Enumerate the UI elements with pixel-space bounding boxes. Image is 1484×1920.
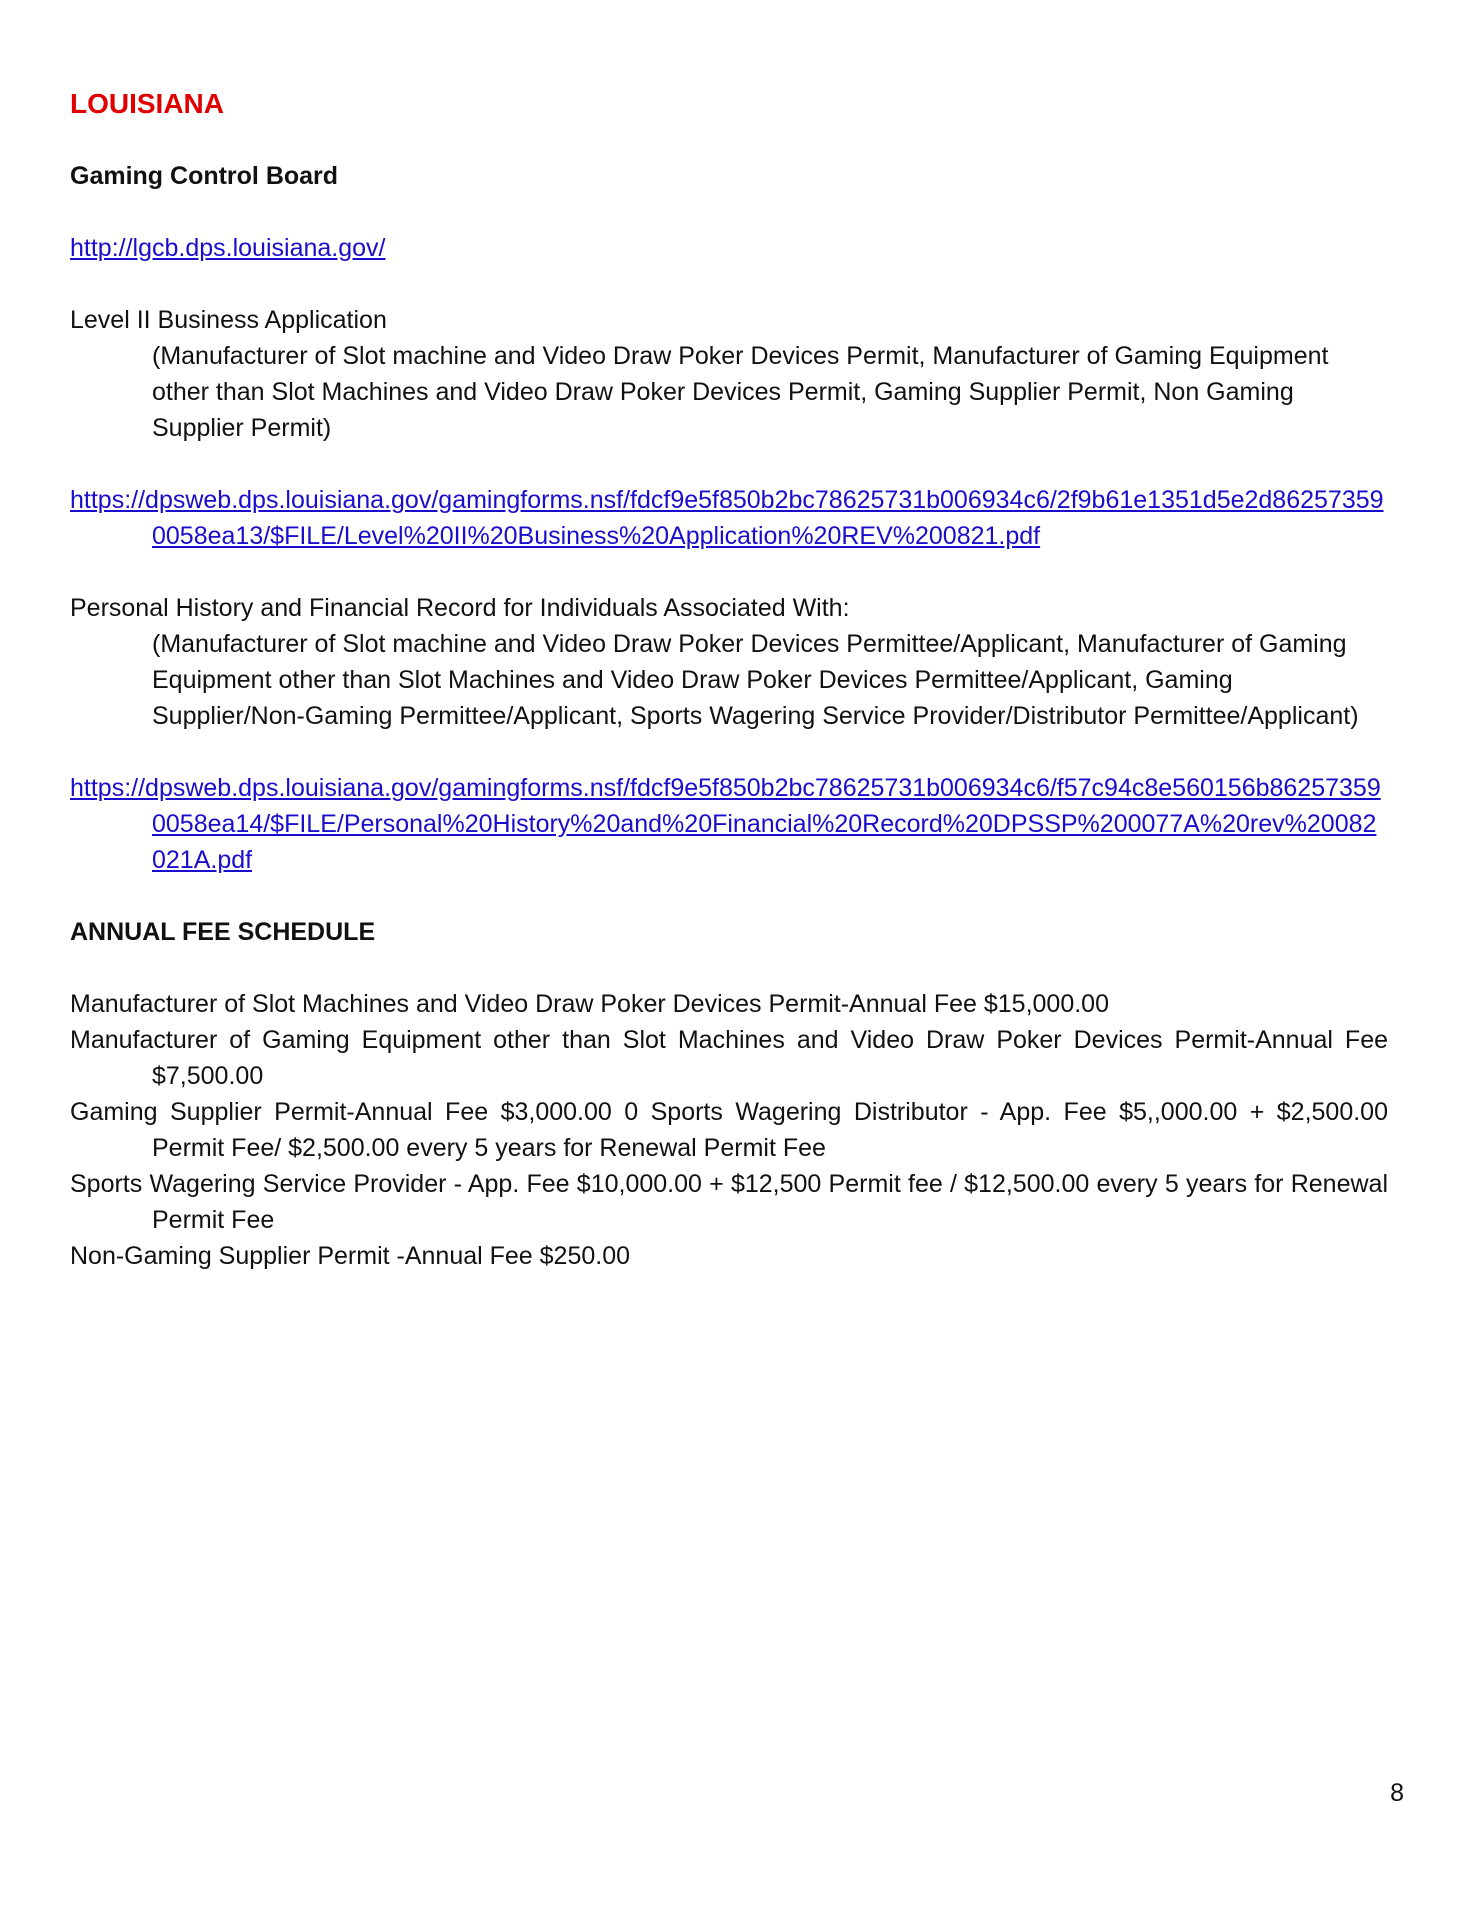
agency-url-block bbox=[70, 230, 1388, 266]
page-number: 8 bbox=[1390, 1779, 1404, 1807]
level2-url-block bbox=[70, 482, 1388, 554]
level2-application-section bbox=[70, 302, 1388, 446]
fee-schedule-list bbox=[70, 986, 1388, 1274]
state-title: LOUISIANA bbox=[70, 88, 224, 119]
personal-history-url-block bbox=[70, 770, 1388, 878]
level2-title: Level II Business Application bbox=[70, 306, 387, 334]
fee-item: Manufacturer of Slot Machines and Video Draw Poker Devices Permit-Annual Fee $15,000.00 bbox=[70, 990, 1109, 1018]
personal-history-link[interactable]: https://dpsweb.dps.louisiana.gov/gamingforms.nsf/fdcf9e5f850b2bc78625731b006934c6/f57c94c8e560156b862573590058ea14/$FILE/Personal%20History%20and%20Financial%20Record%20DPSSP%200077A%20rev%20082021A.pdf bbox=[70, 774, 1381, 874]
personal-history-title: Personal History and Financial Record for Individuals Associated With: bbox=[70, 594, 850, 622]
fee-item: Sports Wagering Service Provider - App. Fee $10,000.00 + $12,500 Permit fee / $12,500.00 every 5 years for Renewal Permit Fee bbox=[70, 1170, 1388, 1234]
level2-description: (Manufacturer of Slot machine and Video Draw Poker Devices Permit, Manufacturer of Gaming Equipment other than Slot Machines and Video Draw Poker Devices Permit, Gaming Supplier Permit, Non Gaming Supplier Permit) bbox=[152, 342, 1329, 442]
level2-application-link[interactable]: https://dpsweb.dps.louisiana.gov/gamingforms.nsf/fdcf9e5f850b2bc78625731b006934c6/2f9b61e1351d5e2d862573590058ea13/$FILE/Level%20II%20Business%20Application%20REV%200821.pdf bbox=[70, 486, 1384, 550]
fee-schedule-heading: ANNUAL FEE SCHEDULE bbox=[70, 918, 376, 946]
fee-item: Non-Gaming Supplier Permit -Annual Fee $250.00 bbox=[70, 1242, 631, 1270]
personal-history-description: (Manufacturer of Slot machine and Video Draw Poker Devices Permittee/Applicant, Manufacturer of Gaming Equipment other than Slot Machines and Video Draw Poker Devices Permittee/Applicant, Gaming Supplier/Non-Gaming Permittee/Applicant, Sports Wagering Service Provider/Distributor Permittee/Applicant) bbox=[152, 630, 1359, 730]
agency-name: Gaming Control Board bbox=[70, 162, 339, 190]
fee-item: Gaming Supplier Permit-Annual Fee $3,000.00 0 Sports Wagering Distributor - App. Fee $5,,000.00 + $2,500.00 Permit Fee/ $2,500.00 every 5 years for Renewal Permit Fee bbox=[70, 1098, 1388, 1162]
personal-history-section bbox=[70, 590, 1388, 734]
fee-item: Manufacturer of Gaming Equipment other than Slot Machines and Video Draw Poker Devices Permit-Annual Fee $7,500.00 bbox=[70, 1026, 1388, 1090]
agency-url-link[interactable]: http://lgcb.dps.louisiana.gov/ bbox=[70, 234, 386, 262]
document-page bbox=[70, 86, 1388, 1274]
